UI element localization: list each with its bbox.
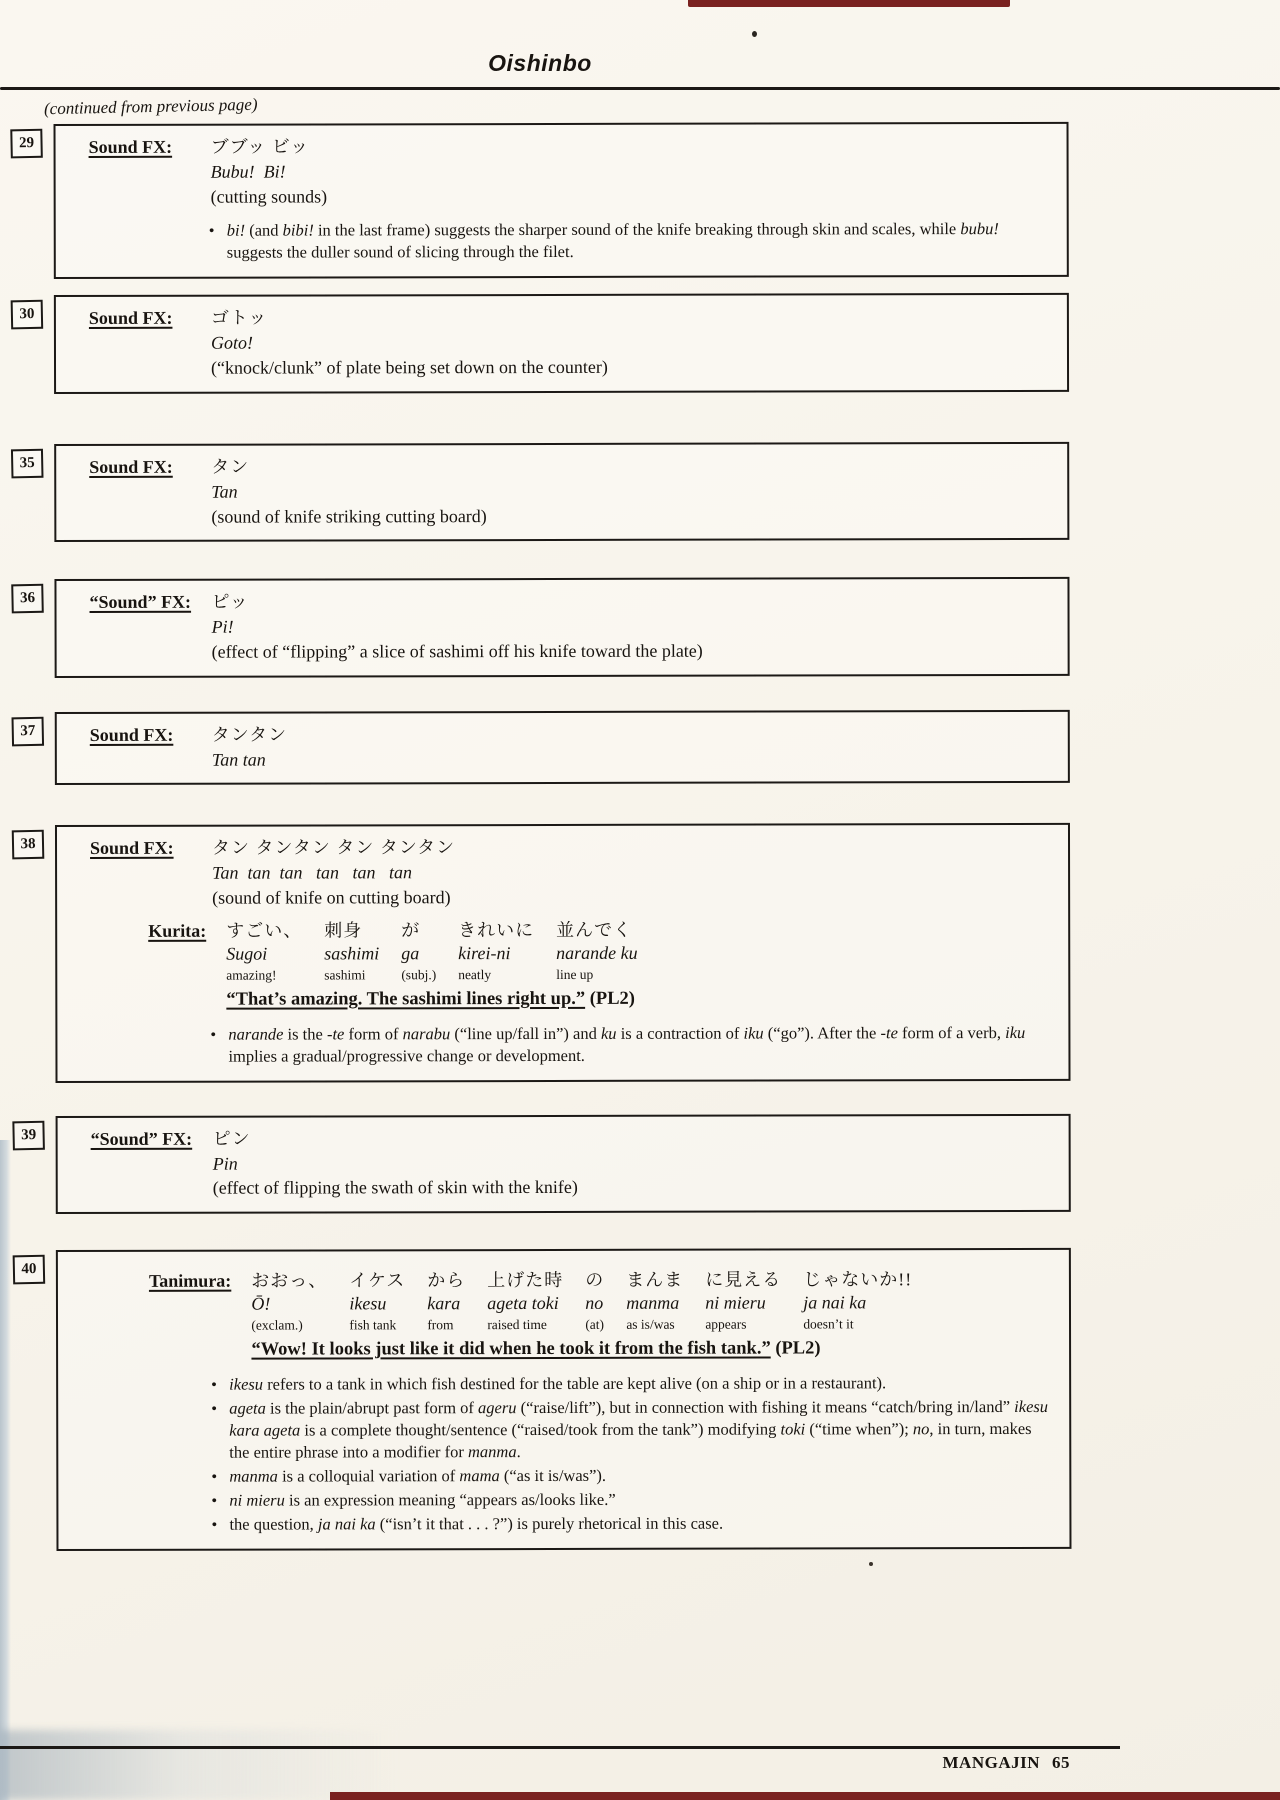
word-japanese: 刺身 [324, 920, 363, 941]
entry-number-badge: 30 [11, 300, 44, 329]
word-romaji: narande ku [556, 943, 638, 964]
line-content [211, 304, 1049, 380]
fx-japanese: タン タンタン タン タンタン [212, 837, 456, 859]
page-title: Oishinbo [488, 50, 592, 76]
word-group [556, 918, 638, 984]
annotation-entries [11, 122, 1072, 1551]
fx-romaji: Tan tan [211, 749, 266, 770]
word-japanese: から [427, 1270, 466, 1291]
word-gloss: raised time [487, 1316, 547, 1332]
fx-line [89, 133, 1049, 209]
word-group [458, 918, 534, 984]
word-japanese: に見える [705, 1269, 782, 1290]
word-gloss: fish tank [349, 1317, 397, 1333]
fx-note: (effect of “flipping” a slice of sashimi off his knife toward the plate) [211, 640, 703, 662]
fx-romaji: Tan [211, 481, 238, 502]
line-content [211, 133, 1049, 209]
entry-number-badge: 35 [11, 449, 44, 478]
speech-line [91, 1267, 1051, 1363]
translation-text: “Wow! It looks just like it did when he took it from the fish tank.” [251, 1338, 771, 1360]
word-romaji: kara [427, 1293, 461, 1314]
word-romaji: ga [401, 943, 420, 964]
word-japanese: 並んでく [556, 919, 633, 940]
line-content [211, 453, 1049, 529]
continued-from-previous-page-note: (continued from previous page) [43, 94, 258, 119]
speaker-label: Tanimura: [148, 1270, 232, 1292]
word-group [401, 918, 436, 984]
word-romaji: manma [626, 1293, 680, 1314]
word-romaji: Sugoi [226, 943, 268, 964]
word-group [487, 1268, 563, 1334]
entry-36 [11, 577, 1069, 678]
scan-artifact-ink-dot-2 [869, 1562, 873, 1566]
annotation-bullet: • bi! (and bibi! in the last frame) suggests the sharper sound of the knife breaking through skin and scales, while bubu! suggests the duller sound of slicing through the filet. [209, 218, 1049, 264]
word-gloss: as is/was [626, 1316, 675, 1332]
translation-text: “That’s amazing. The sashimi lines right up.” [226, 988, 586, 1010]
word-gloss: (at) [585, 1316, 605, 1332]
entry-box [55, 710, 1070, 786]
word-romaji: kirei-ni [458, 943, 511, 964]
word-group [427, 1268, 465, 1334]
word-gloss: doesn’t it [803, 1316, 854, 1332]
politeness-level: (PL2) [585, 988, 635, 1009]
fx-note: (effect of flipping the swath of skin with the knife) [212, 1177, 578, 1199]
word-group [226, 918, 302, 984]
fx-line [91, 1125, 1051, 1201]
word-japanese: まんま [626, 1269, 684, 1291]
fx-label: Sound FX: [88, 308, 173, 329]
line-content [211, 588, 1049, 664]
entry-box [54, 293, 1069, 394]
word-japanese: すごい、 [226, 920, 303, 941]
word-romaji: ikesu [349, 1293, 387, 1314]
entry-number-badge: 38 [12, 830, 45, 859]
entry-box [55, 823, 1071, 1082]
line-content [251, 1267, 1051, 1363]
fx-note: (cutting sounds) [210, 186, 328, 207]
scan-artifact-top-bar [688, 0, 1010, 7]
fx-line [89, 304, 1049, 380]
line-content [212, 721, 1050, 772]
fx-romaji: Bubu! Bi! [210, 161, 286, 182]
word-japanese: 上げた時 [487, 1270, 564, 1291]
annotation-bullet: • ikesu refers to a tank in which fish destined for the table are kept alive (on a ship or in a restaurant). [211, 1372, 1051, 1396]
entry-39 [13, 1114, 1071, 1215]
word-romaji: ni mieru [705, 1293, 766, 1314]
fx-label: “Sound” FX: [89, 592, 192, 613]
word-group [324, 918, 379, 984]
entry-box [54, 442, 1069, 543]
entry-box [56, 1114, 1071, 1215]
scan-artifact-bottom-bar [330, 1792, 1280, 1800]
scan-artifact-page-edge [0, 1140, 11, 1800]
word-japanese: きれいに [458, 919, 535, 941]
word-gloss: line up [556, 966, 594, 982]
fx-note: (sound of knife striking cutting board) [211, 505, 487, 527]
speech-line [90, 917, 1050, 1013]
fx-romaji: Pin [212, 1153, 238, 1174]
word-romaji: Ō! [251, 1294, 271, 1315]
word-japanese: イケス [349, 1270, 406, 1291]
entry-number-badge: 37 [12, 717, 45, 746]
word-japanese: が [401, 920, 421, 941]
fx-note: (sound of knife on cutting board) [212, 887, 451, 908]
speaker-label: Kurita: [148, 920, 207, 941]
scan-artifact-corner-shadow [0, 1730, 400, 1800]
annotation-bullet: • ageta is the plain/abrupt past form of ageru (“raise/lift”), but in connection with fishing it means “catch/bring in/land” ikesu kara ageta is a complete thought/sentence (“raised/took from the tank”) modifying toki (“time when”); no, in turn, makes the entire phrase into a modifier for manma. [211, 1396, 1051, 1464]
word-group [803, 1267, 912, 1333]
entry-30 [11, 293, 1069, 394]
entry-box [56, 1248, 1072, 1551]
line-content [226, 917, 1050, 1013]
entry-number-badge: 36 [11, 584, 44, 613]
footer [925, 1753, 1070, 1773]
word-japanese: の [585, 1270, 605, 1291]
word-gloss-row [226, 917, 1050, 985]
fx-label: Sound FX: [90, 838, 174, 859]
annotation-bullet: • narande is the -te form of narabu (“line up/fall in”) and ku is a contraction of iku (“go”). After the -te form of a verb, iku implies a gradual/progressive change or development. [210, 1022, 1050, 1068]
entry-37 [12, 710, 1070, 786]
entry-35 [11, 442, 1069, 543]
word-group [705, 1268, 781, 1334]
fx-label: Sound FX: [88, 136, 173, 157]
word-gloss: sashimi [324, 967, 366, 983]
word-gloss: (exclam.) [251, 1317, 303, 1333]
word-gloss: amazing! [226, 967, 277, 983]
fx-japanese: ピン [212, 1128, 251, 1149]
fx-romaji: Pi! [211, 616, 234, 637]
annotation-list [210, 1022, 1050, 1068]
entry-29 [11, 122, 1069, 280]
word-japanese: じゃないか!! [803, 1269, 913, 1290]
word-japanese: おおっ、 [251, 1270, 328, 1291]
fx-japanese: ピッ [211, 591, 249, 613]
fx-japanese: ブブッ ビッ [210, 136, 310, 157]
fx-note: (“knock/clunk” of plate being set down on the counter) [210, 356, 608, 378]
fx-label: “Sound” FX: [90, 1128, 193, 1149]
fx-label: Sound FX: [89, 724, 174, 745]
translation-line [226, 986, 1050, 1013]
scan-artifact-ink-dot [752, 31, 757, 37]
word-gloss-row [251, 1267, 1051, 1335]
word-romaji: ja nai ka [803, 1292, 867, 1313]
word-romaji: ageta toki [487, 1293, 559, 1314]
annotation-bullet: • manma is a colloquial variation of mama (“as it is/was”). [211, 1464, 1051, 1488]
footer-page-number: 65 [1052, 1753, 1070, 1772]
word-group [251, 1269, 327, 1335]
fx-japanese: タン [211, 456, 250, 477]
fx-line [90, 834, 1050, 910]
fx-romaji: Tan tan tan tan tan tan [212, 862, 412, 883]
line-content [213, 1125, 1051, 1201]
word-romaji: sashimi [324, 943, 380, 964]
politeness-level: (PL2) [770, 1338, 821, 1359]
fx-label: Sound FX: [89, 456, 173, 477]
fx-japanese: ゴトッ [210, 307, 268, 329]
entry-38 [12, 823, 1071, 1082]
fx-line [89, 588, 1049, 664]
word-gloss: neatly [458, 966, 492, 982]
annotation-bullet: • ni mieru is an expression meaning “appears as/looks like.” [211, 1488, 1051, 1512]
annotation-list [209, 218, 1049, 264]
line-content [212, 834, 1050, 910]
entry-40 [13, 1248, 1072, 1551]
entry-box [54, 122, 1069, 279]
word-group [585, 1268, 604, 1334]
footer-divider [0, 1746, 1120, 1749]
fx-romaji: Goto! [210, 332, 253, 353]
fx-japanese: タンタン [211, 724, 288, 745]
word-gloss: (subj.) [401, 966, 437, 982]
translation-line [251, 1336, 1051, 1363]
word-gloss: from [427, 1317, 454, 1333]
header-divider [0, 87, 1280, 90]
entry-box [54, 577, 1069, 678]
entry-number-badge: 29 [10, 129, 43, 158]
annotation-list [211, 1372, 1051, 1535]
entry-number-badge: 39 [12, 1120, 45, 1149]
word-gloss: appears [705, 1316, 747, 1332]
fx-line [89, 453, 1049, 529]
word-romaji: no [585, 1293, 604, 1314]
footer-brand: MANGAJIN [942, 1753, 1040, 1772]
fx-line [90, 721, 1050, 773]
word-group [626, 1268, 683, 1334]
entry-number-badge: 40 [13, 1255, 46, 1284]
word-group [349, 1268, 405, 1334]
annotation-bullet: • the question, ja nai ka (“isn’t it that . . . ?”) is purely rhetorical in this case. [211, 1512, 1051, 1536]
